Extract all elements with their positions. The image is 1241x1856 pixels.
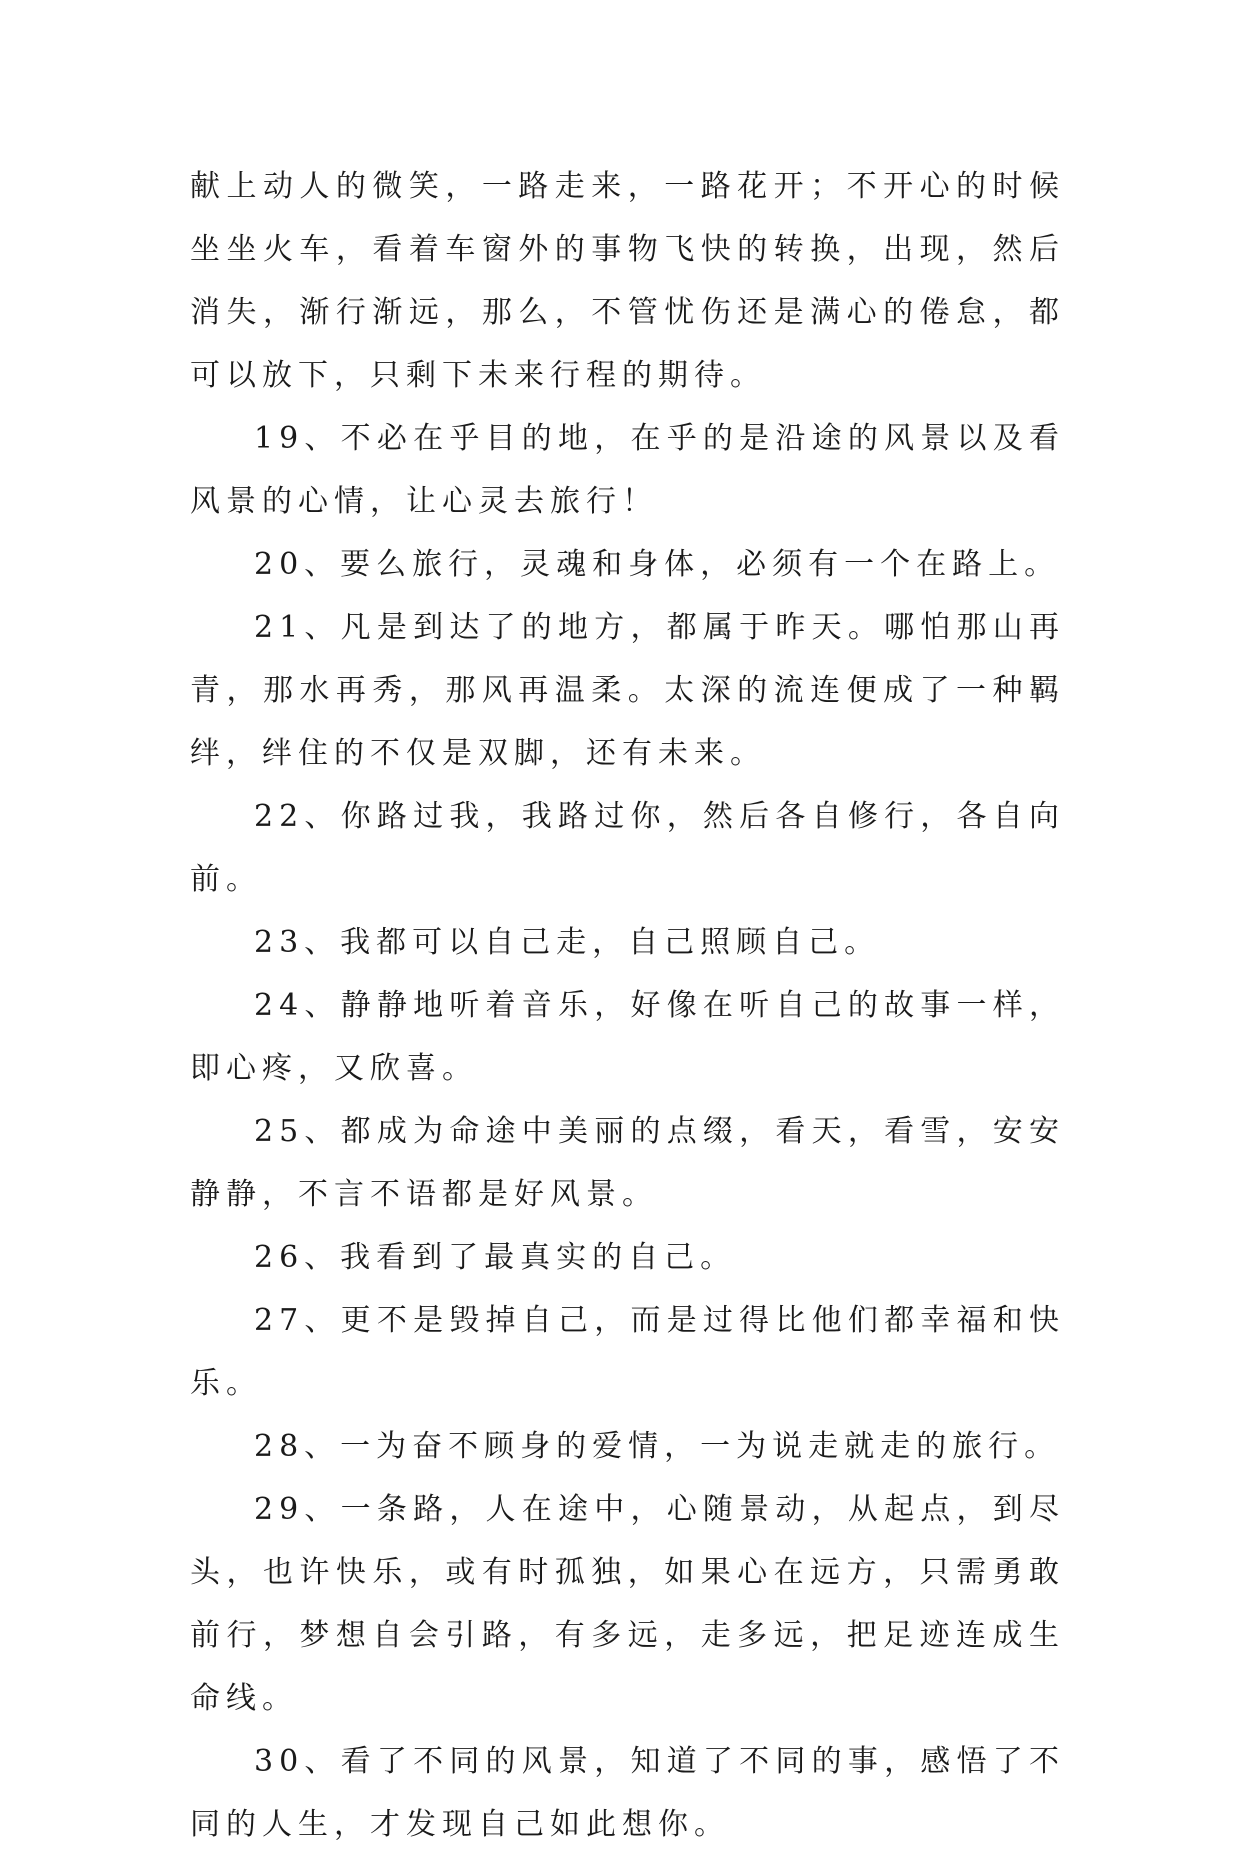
paragraph-item-20: 20、要么旅行，灵魂和身体，必须有一个在路上。 [254, 547, 1061, 582]
paragraph-item-19: 19、不必在乎目的地，在乎的是沿途的风景以及看风景的心情，让心灵去旅行！ [190, 421, 1065, 519]
paragraph-item-28: 28、一为奋不顾身的爱情，一为说走就走的旅行。 [254, 1429, 1061, 1464]
paragraph-item-24: 24、静静地听着音乐，好像在听自己的故事一样，即心疼，又欣喜。 [190, 988, 1065, 1086]
paragraph-item-25: 25、都成为命途中美丽的点缀，看天，看雪，安安静静，不言不语都是好风景。 [190, 1114, 1065, 1212]
paragraph-item-30: 30、看了不同的风景，知道了不同的事，感悟了不同的人生，才发现自己如此想你。 [190, 1744, 1065, 1842]
paragraph-item-23: 23、我都可以自己走，自己照顾自己。 [254, 925, 881, 960]
paragraph-item-27: 27、更不是毁掉自己，而是过得比他们都幸福和快乐。 [190, 1303, 1065, 1401]
paragraph-item-22: 22、你路过我，我路过你，然后各自修行，各自向前。 [190, 799, 1065, 897]
paragraph-item-21: 21、凡是到达了的地方，都属于昨天。哪怕那山再青，那水再秀，那风再温柔。太深的流连便成了一种羁绊，绊住的不仅是双脚，还有未来。 [190, 610, 1065, 771]
paragraph-item-26: 26、我看到了最真实的自己。 [254, 1240, 737, 1275]
document-body [190, 155, 1065, 1856]
paragraph-item-29: 29、一条路，人在途中，心随景动，从起点，到尽头，也许快乐，或有时孤独，如果心在远方，只需勇敢前行，梦想自会引路，有多远，走多远，把足迹连成生命线。 [190, 1492, 1065, 1716]
paragraph-continuation: 献上动人的微笑，一路走来，一路花开；不开心的时候坐坐火车，看着车窗外的事物飞快的转换，出现，然后消失，渐行渐远，那么，不管忧伤还是满心的倦怠，都可以放下，只剩下未来行程的期待。 [190, 169, 1065, 393]
